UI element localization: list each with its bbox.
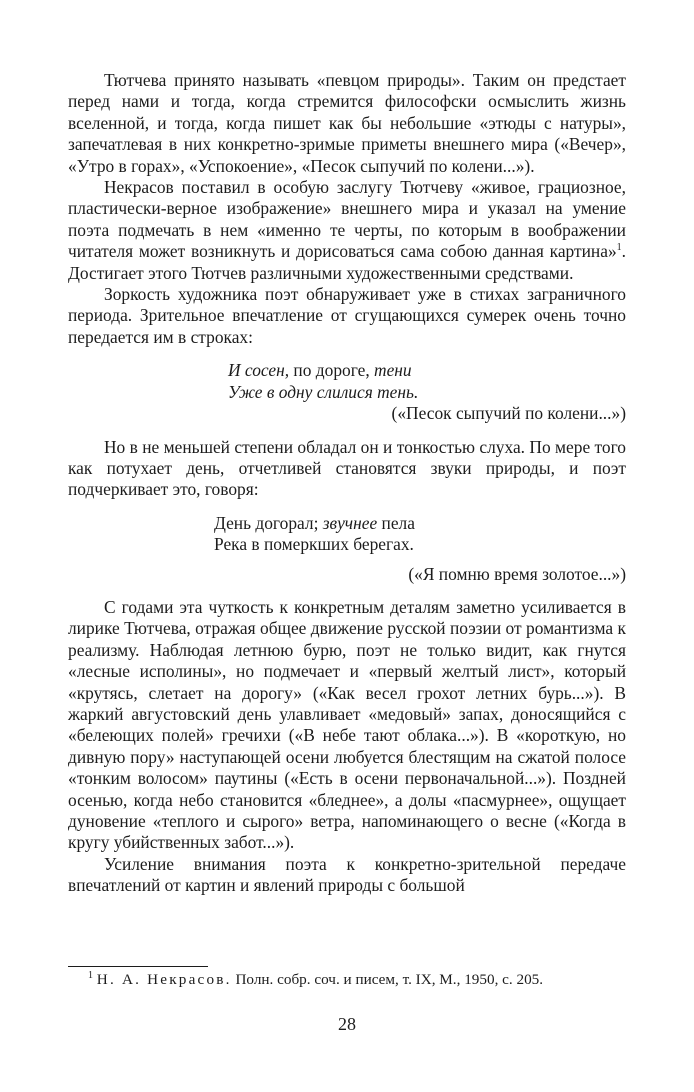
verse-2-line-2: Река в померкших берегах. bbox=[214, 534, 414, 555]
verse-1-citation: («Песок сыпучий по колени...») bbox=[391, 403, 626, 424]
paragraph-1: Тютчева принято называть «певцом природы». Таким он предстает перед нами и тогда, когда стремится философски осмыслить жизнь вселенной, и тогда, когда пишет как бы небольшие «этюды с натуры», запечатлевая в них конкретно-зримые приметы внешнего мира («Вечер», «Утро в горах», «Успокоение», «Песок сыпучий по колени...»). bbox=[68, 70, 626, 176]
footnote bbox=[68, 970, 626, 990]
main-text bbox=[68, 70, 626, 897]
verse-1-line-1: И сосен, по дороге, тени bbox=[228, 360, 412, 381]
footnote-reference: 1 bbox=[616, 242, 622, 254]
paragraph-3: Зоркость художника поэт обнаруживает уже в стихах заграничного периода. Зрительное впечатление от сгущающихся сумерек очень точно передается им в строках: bbox=[68, 284, 626, 347]
paragraph-2-text: Некрасов поставил в особую заслугу Тютчеву «живое, грациозное, пластически-верное изображение» внешнего мира и указал на умение поэта подмечать в нем «именно те черты, по которым в воображении читателя может возникнуть и дорисоваться сама собою данная картина» bbox=[68, 177, 626, 262]
footnote-divider bbox=[68, 966, 208, 967]
paragraph-5: С годами эта чуткость к конкретным деталям заметно усиливается в лирике Тютчева, отражая общее движение русской поэзии от романтизма к реализму. Наблюдая летнюю бурю, поэт не только видит, как гнутся «лесные исполины», но подмечает и «первый желтый лист», который «крутясь, слетает на дорогу» («Как весел грохот летних бурь...»). В жаркий августовский день улавливает «медовый» запах, доносящийся с «белеющих полей» гречихи («В небе тают облака...»). В «короткую, но дивную пору» наступающей осени любуется блестящим на сжатой полосе «тонким волосом» паутины («Есть в осени первоначальной...»). Поздней осенью, когда небо становится «бледнее», а долы «пасмурнее», ощущает дуновение «теплого и сырого» ветра, напоминающего о весне («Когда в кругу убийственных забот...»). bbox=[68, 596, 626, 853]
paragraph-2-tail: . Достигает этого Тютчев различными художественными средствами. bbox=[68, 241, 626, 283]
footnote-marker: 1 bbox=[88, 969, 93, 981]
verse-quote-1 bbox=[68, 360, 626, 403]
verse-quote-2 bbox=[68, 513, 626, 556]
verse-2-line-1: День догорал; звучнее пела bbox=[214, 512, 415, 533]
paragraph-4: Но в не меньшей степени обладал он и тонкостью слуха. По мере того как потухает день, отчетливей становятся звуки природы, и поэт подчеркивает это, говоря: bbox=[68, 436, 626, 500]
verse-1-line-2: Уже в одну слилися тень. bbox=[228, 381, 419, 402]
verse-2-citation: («Я помню время золотое...») bbox=[408, 563, 626, 584]
page-number: 28 bbox=[338, 1014, 356, 1034]
footnote-text: Полн. собр. соч. и писем, т. IX, М., 1950, с. 205. bbox=[231, 971, 544, 988]
paragraph-2 bbox=[68, 177, 626, 284]
paragraph-6: Усиление внимания поэта к конкретно-зрительной передаче впечатлений от картин и явлений природы с большой bbox=[68, 853, 626, 896]
footnote-author: Н. А. Некрасов. bbox=[96, 971, 232, 988]
